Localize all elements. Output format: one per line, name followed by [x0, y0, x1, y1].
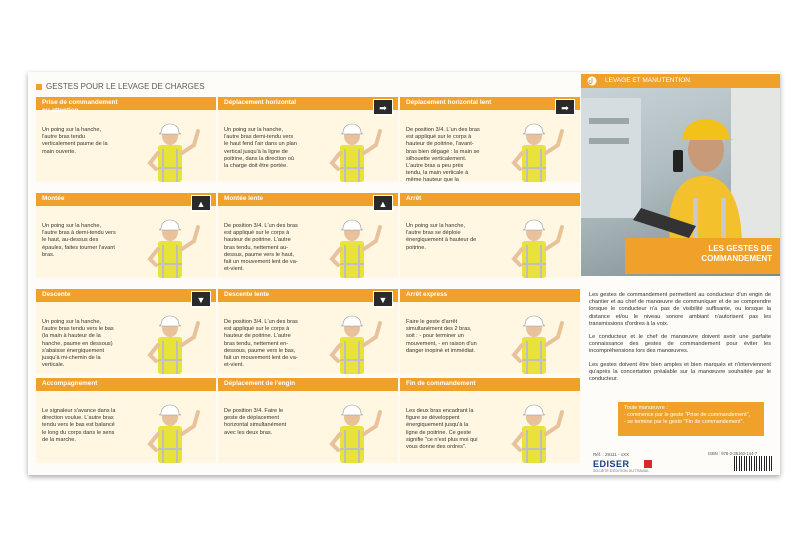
gesture-card [218, 193, 398, 278]
barcode [734, 456, 772, 471]
gesture-description: De position 3/4. L'un des bras est appliqué sur le corps à hauteur de poitrine. L'autre bras tendu, nettement au-dessus, paume vers le haut, fait un mouvement lent de va-et-vient. [224, 223, 298, 273]
worker-illustration [310, 109, 394, 182]
gesture-description: De position 3/4. Faire le geste de déplacement horizontal simultanément avec les deux bras. [224, 408, 287, 436]
category-bar [581, 74, 780, 88]
cover-photo [581, 74, 780, 276]
gesture-card [218, 378, 398, 463]
gesture-description: Un poing sur la hanche, l'autre bras tendu verticalement paume de la main ouverte. [42, 127, 108, 155]
gesture-title: Accompagnement [42, 380, 98, 387]
gesture-card [36, 97, 216, 182]
gesture-description: De position 3/4. L'un des bras est appliqué sur le corps à hauteur de poitrine, l'avant-bras bien dégagé : la main se silhouette verticalement. L'autre bras a peu près tendu, la main verticale à même hauteur que la [406, 127, 480, 182]
gesture-title: Prise de commandement ou attention [42, 99, 118, 114]
reference-code: Réf. : 29111 - xXX [593, 452, 630, 457]
gesture-description: Un poing sur la hanche, l'autre bras se déploie énergiquement à hauteur de poitrine. [406, 223, 477, 251]
worker-illustration [310, 390, 394, 463]
gesture-description: Un poing sur la hanche, l'autre bras tendu vers le bas (la main à hauteur de la hanche, paume en dessous) s'abaisse énergiquement jusqu'à mi-chemin de la verticale. [42, 319, 114, 369]
direction-sign-icon: ▼ [373, 291, 393, 307]
gesture-title: Déplacement de l'engin [224, 380, 296, 387]
intro-text: Les gestes de commandement permettent au conducteur d'un engin de chantier et au chef de manœuvre de communiquer et de se comprendre lorsque le conducteur n'a pas de visibilité suffisante, ou lorsque la distance et/ou le niveau sonore ambiant n'autorisent pas les transmissions d'ordres à la voix. Le conducteur et le chef de manœuvre doivent avoir une parfaite connaissance des gestes de commandement pour éviter les incompréhensions lors des manœuvres. Les gestes doivent être bien amples et bien marqués et n'interviennent qu'après la concertation préalable sur la manœuvre souhaitée par le conducteur. [589, 292, 771, 383]
worker-illustration [128, 390, 212, 463]
hook-icon [587, 76, 597, 86]
poster-sheet [28, 72, 780, 475]
gesture-card [218, 97, 398, 182]
worker-photo [581, 88, 780, 276]
worker-illustration [128, 109, 212, 182]
gesture-description: Les deux bras encadrant la figure se développent énergiquement jusqu'à la ligne de poitrine. Ce geste signifie "ce n'est plus moi qui vous donne des ordres". [406, 408, 478, 451]
worker-illustration [492, 390, 576, 463]
worker-illustration [310, 301, 394, 374]
direction-sign-icon: ▲ [373, 195, 393, 211]
square-bullet-icon [36, 84, 42, 90]
publisher-subtitle: SOCIÉTÉ D'ÉDITION DU TRAVAIL [593, 469, 650, 473]
gesture-description: Un poing sur la hanche, l'autre bras à demi-tendu vers le haut, au-dessus des épaules, faites tourner l'avant bras. [42, 223, 116, 258]
gesture-title: Déplacement horizontal lent [406, 99, 492, 106]
gesture-card [218, 289, 398, 374]
direction-sign-icon: ➡ [373, 99, 393, 115]
gesture-card [400, 97, 580, 182]
worker-illustration [128, 205, 212, 278]
worker-illustration [310, 205, 394, 278]
gesture-card [36, 378, 216, 463]
gesture-description: Faire le geste d'arrêt simultanément des 2 bras, soit : - pour terminer un mouvement, - en raison d'un danger inopiné et immédiat. [406, 319, 477, 354]
gesture-description: Le signaleur s'avance dans la direction voulue. L'autre bras tendu vers le bas est balancé le long du corps dans le sens de la marche. [42, 408, 116, 443]
publisher-logo: EDISER [593, 459, 630, 469]
direction-sign-icon: ➡ [555, 99, 575, 115]
category-label: LEVAGE ET MANUTENTION [605, 77, 690, 84]
gesture-title: Arrêt [406, 195, 422, 202]
gesture-card [400, 289, 580, 374]
gesture-card [400, 193, 580, 278]
title-banner: LES GESTES DE COMMANDEMENT [625, 238, 780, 274]
worker-illustration [128, 301, 212, 374]
section-heading: GESTES POUR LE LEVAGE DE CHARGES [36, 82, 205, 91]
publisher-flag-icon [644, 460, 652, 468]
gesture-title: Montée lente [224, 195, 264, 202]
worker-illustration [492, 301, 576, 374]
gesture-card [36, 289, 216, 374]
gesture-description: Un poing sur la hanche, l'autre bras demi-tendu vers le haut fend l'air dans un plan vertical jusqu'à la ligne de poitrine, dans la direction où la charge doit être portée. [224, 127, 297, 170]
gesture-description: De position 3/4. L'un des bras est appliqué sur le corps à hauteur de poitrine. L'autre bras tendu, nettement en-dessous, paume vers le bas, fait un mouvement lent de va-et-vient. [224, 319, 298, 369]
gesture-title: Montée [42, 195, 65, 202]
isbn: ISBN : 978-2-35163-144-7 [708, 451, 758, 456]
gesture-title: Déplacement horizontal [224, 99, 297, 106]
gesture-title: Arrêt express [406, 291, 448, 298]
gesture-title: Fin de commandement [406, 380, 476, 387]
worker-illustration [492, 205, 576, 278]
gesture-title: Descente [42, 291, 71, 298]
gesture-title: Descente lente [224, 291, 270, 298]
gesture-card [36, 193, 216, 278]
direction-sign-icon: ▲ [191, 195, 211, 211]
worker-illustration [492, 109, 576, 182]
gesture-card [400, 378, 580, 463]
note-box: Toute manœuvre : - commence par le geste "Prise de commandement", - se termine par le geste "Fin de commandement". [618, 402, 764, 436]
direction-sign-icon: ▼ [191, 291, 211, 307]
